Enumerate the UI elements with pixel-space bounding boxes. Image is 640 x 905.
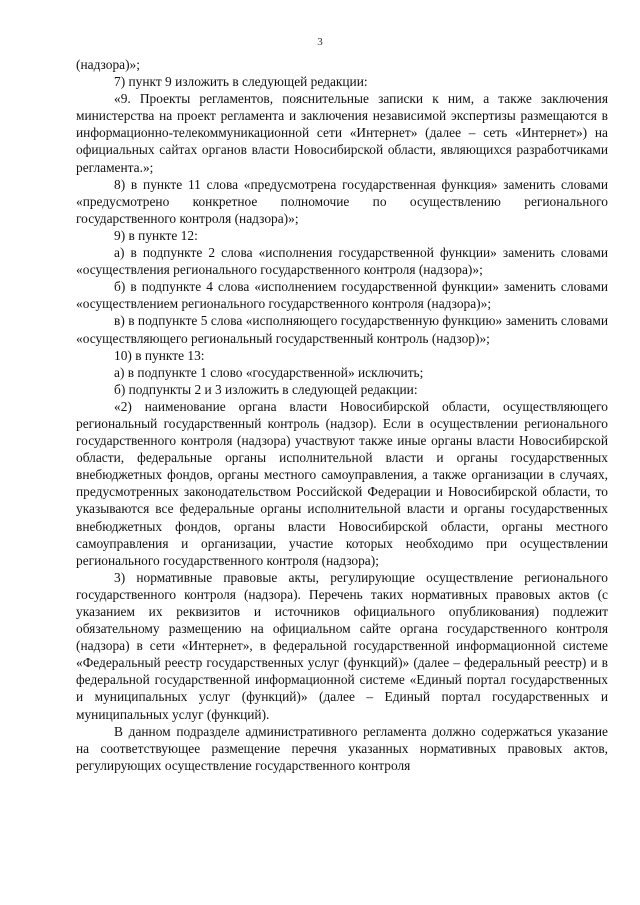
- paragraph: 10) в пункте 13:: [114, 347, 205, 363]
- paragraph: «9. Проекты регламентов, пояснительные записки к ним, а также заключения министерства на проект регламента и заключения независимой экспертизы размещаются в информационно-телекоммуникационной сети «Интернет» (далее – сеть «Интернет») на официальных сайтах органов власти Новосибирской области, являющихся разработчиками регламента.»;: [76, 91, 608, 175]
- paragraph: 7) пункт 9 изложить в следующей редакции:: [114, 74, 368, 90]
- paragraph: «2) наименование органа власти Новосибирской области, осуществляющего региональный государственный контроль (надзор). Если в осуществлении регионального государственного контроля (надзора) участвуют также иные органы власти Новосибирской области, федеральные органы исполнительной власти и органы государственных внебюджетных фондов, органы местного самоуправления, а также организации в случаях, предусмотренных законодательством Российской Федерации и Новосибирской области, то указываются все федеральные органы исполнительной власти и органы государственных внебюджетных фондов, органы власти Новосибирской области, органы местного самоуправления и организации, участие которых необходимо при осуществлении регионального государственного контроля (надзора);: [76, 398, 608, 568]
- paragraph: 3) нормативные правовые акты, регулирующие осуществление регионального государственного контроля (надзора). Перечень таких нормативных правовых актов (с указанием их реквизитов и источников официального опубликования) подлежит обязательному размещению на официальном сайте органа государственного контроля (надзора) в сети «Интернет», в федеральной государственной информационной системе «Федеральный реестр государственных услуг (функций)» (далее – федеральный реестр) и в федеральной государственной информационной системе «Единый портал государственных и муниципальных услуг (функций)» (далее – Единый портал государственных и муниципальных услуг (функций).: [76, 569, 608, 722]
- paragraph: б) подпункты 2 и 3 изложить в следующей редакции:: [114, 381, 418, 397]
- paragraph: 8) в пункте 11 слова «предусмотрена государственная функция» заменить словами «предусмотрено конкретное полномочие по осуществлению регионального государственного контроля (надзора)»;: [76, 176, 608, 226]
- paragraph: (надзора)»;: [76, 57, 140, 72]
- paragraph: а) в подпункте 1 слово «государственной» исключить;: [114, 364, 424, 380]
- paragraph: а) в подпункте 2 слова «исполнения государственной функции» заменить словами «осуществления регионального государственного контроля (надзора)»;: [76, 245, 608, 278]
- paragraph: 9) в пункте 12:: [114, 227, 198, 243]
- paragraph: В данном подразделе административного регламента должно содержаться указание на соответствующее размещение перечня указанных нормативных правовых актов, регулирующих осуществление государственного контроля: [76, 723, 608, 773]
- document-body: [76, 56, 608, 774]
- page-number: 3: [317, 36, 323, 48]
- paragraph: б) в подпункте 4 слова «исполнением государственной функции» заменить словами «осуществлением регионального государственного контроля (надзора)»;: [76, 279, 608, 312]
- paragraph: в) в подпункте 5 слова «исполняющего государственную функцию» заменить словами «осуществляющего региональный государственный контроль (надзор)»;: [76, 313, 608, 346]
